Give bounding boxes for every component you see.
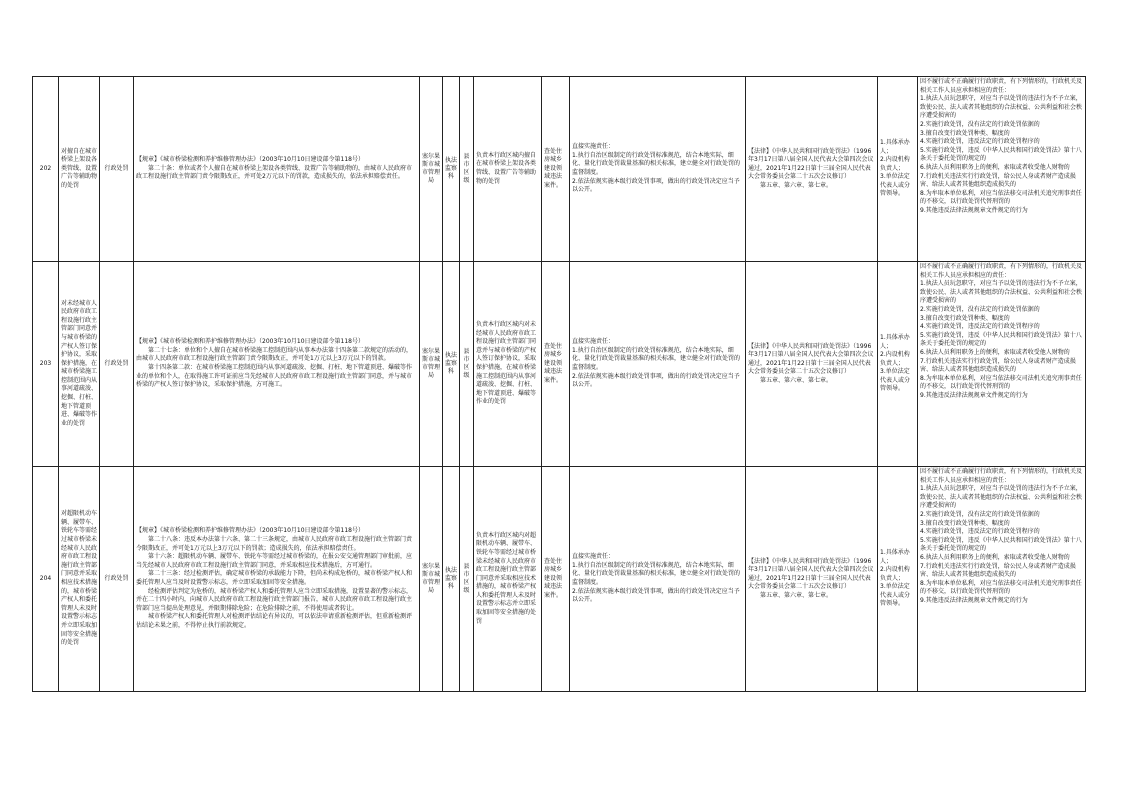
- liability-line: 3.擅自改变行政处罚种类、幅度的: [920, 129, 1010, 137]
- subject-line: 3.单位法定代表人或分管领导。: [880, 368, 911, 393]
- legal-basis: [134, 467, 420, 692]
- legal-basis-line: 【规章】《城市桥梁检测和养护维修管理办法》（2003年10月10日建设部令第118号）: [136, 156, 364, 164]
- item-name: 对超限机动车辆、履带车、铁轮车等需经过城市桥梁未经城市人民政府市政工程设施行政主管部门同意并采取相应技术措施的，城市桥梁产权人和委托管理人未及时设置警示标志并立即采取加固等安全措施的处罚: [59, 467, 100, 692]
- item-number: 204: [33, 467, 59, 692]
- legal-basis-line: 【规章】《城市桥梁检测和养护维修管理办法》（2003年10月10日建设部令第118号）: [136, 338, 364, 346]
- subject-line: 3.单位法定代表人或分管领导。: [880, 583, 911, 608]
- subject-line: 1.具体承办人；: [880, 548, 910, 565]
- admin-level: 县市区级: [460, 467, 474, 692]
- liability-line: 7.行政机关违法实行行政处罚，给公民人身或者财产造成损害、给法人或者其他组织造成损失的: [920, 172, 1076, 189]
- liability-conditions: [918, 77, 1086, 262]
- subject-line: 2.内设机构负责人；: [880, 156, 910, 172]
- item-number: 202: [33, 77, 59, 262]
- accountability-law: [746, 262, 878, 467]
- duty-description: 查处住房城乡建设领域违法案件。: [542, 262, 570, 467]
- liability-line: 3.擅自改变行政处罚种类、幅度的: [920, 314, 1010, 322]
- liability-line: 9.其他违反法律法规规章文件规定的行为: [920, 391, 1028, 399]
- liability-line: 因不履行或不正确履行行政职责，有下列情形的，行政机关及相关工作人员应承担相应的责任：: [920, 263, 1083, 279]
- law-line: 【法律】《中华人民共和国行政处罚法》（1996年3月17日第八届全国人民代表大会第四次会议通过，2021年1月22日第十三届全国人民代表大会常务委员会第二十五次会议修订）: [748, 147, 874, 181]
- liability-line: 5.实施行政处罚，违反《中华人民共和国行政处罚法》第十八条关于委托处罚的规定的: [920, 536, 1082, 553]
- table-row: [33, 262, 1086, 467]
- liability-line: 1.执法人员玩忽职守，对应当予以处罚的违法行为不予立案，致使公民、法人或者其他组织的合法权益、公共利益和社会秩序遭受损害的: [920, 95, 1083, 120]
- table-row: [33, 467, 1086, 692]
- liability-line: 6.执法人员利用职务上的便利，索取或者收受他人财物的: [920, 163, 1070, 171]
- subject-line: 3.单位法定代表人或分管领导。: [880, 173, 911, 198]
- admin-level: 县市区级: [460, 77, 474, 262]
- responsible-subject: [878, 467, 918, 692]
- item-type: 行政处罚: [100, 262, 134, 467]
- subject-line: 2.内设机构负责人；: [880, 351, 910, 367]
- accountability-law: [746, 467, 878, 692]
- liability-line: 1.执法人员玩忽职守，对应当予以处罚的违法行为不予立案，致使公民、法人或者其他组织的合法权益、公共利益和社会秩序遭受损害的: [920, 280, 1083, 305]
- implementation-responsibility: [570, 262, 746, 467]
- item-number: 203: [33, 262, 59, 467]
- responsible-dept: 执法监察科: [443, 467, 460, 692]
- law-line: 第五章、第六章、第七章。: [760, 591, 833, 599]
- impl-line: 2.依法依规实施本级行政处罚事项，做出的行政处罚决定应当予以公开。: [572, 587, 740, 604]
- liability-line: 因不履行或不正确履行行政职责，有下列情形的，行政机关及相关工作人员应承担相应的责任：: [920, 468, 1083, 484]
- impl-line: 直接实施责任：: [572, 553, 615, 561]
- liability-line: 4.实施行政处罚，违反法定的行政处罚程序的: [920, 138, 1040, 146]
- liability-line: 8.为牟取本单位私利，对应当依法移交司法机关追究刑事责任的不移交，以行政处罚代替刑罚的: [920, 579, 1082, 596]
- item-type: 行政处罚: [100, 467, 134, 692]
- legal-basis-line: 第二十七条：单位和个人擅自在城市桥梁施工控制范围内从事本办法第十四条第二款规定的活动的，由城市人民政府市政工程设施行政主管部门责令限期改正，并可处1万元以上3万元以下的罚款。: [136, 346, 413, 363]
- impl-line: 2.依法依规实施本级行政处罚事项，做出的行政处罚决定应当予以公开。: [572, 372, 740, 389]
- legal-basis: [134, 262, 420, 467]
- duty-description: 查处住房城乡建设领域违法案件。: [542, 467, 570, 692]
- implementation-responsibility: [570, 77, 746, 262]
- impl-line: 直接实施责任：: [572, 338, 615, 346]
- legal-basis-line: 第二十三条：经过检测评估，确定城市桥梁的承载能力下降，但尚未构成危桥的，城市桥梁产权人和委托管理人应当及时设置警示标志，并立即采取加固等安全措施。: [136, 570, 413, 586]
- liability-line: 4.实施行政处罚，违反法定的行政处罚程序的: [920, 323, 1040, 331]
- responsible-subject: [878, 77, 918, 262]
- responsible-dept: 执法监察科: [443, 77, 460, 262]
- legal-basis-line: 第十六条：超限机动车辆、履带车、铁轮车等需经过城市桥梁的，在报公安交通管理部门审批前，应当先经城市人民政府市政工程设施行政主管部门同意，并采取相应技术措施后，方可通行。: [136, 553, 413, 569]
- subject-line: 2.内设机构负责人；: [880, 566, 910, 582]
- liability-line: 8.为牟取本单位私利，对应当依法移交司法机关追究刑事责任的不移交，以行政处罚代替刑罚的: [920, 189, 1082, 206]
- law-line: 【法律】《中华人民共和国行政处罚法》（1996年3月17日第八届全国人民代表大会第四次会议通过，2021年1月22日第十三届全国人民代表大会常务委员会第二十五次会议修订）: [748, 342, 874, 376]
- liability-line: 3.擅自改变行政处罚种类、幅度的: [920, 519, 1010, 527]
- impl-line: 1.执行自治区级制定的行政处罚标准规范，结合本地实际，细化、量化行政处罚裁量基准的相关标准，建立健全对行政处罚的监督制度。: [572, 151, 741, 176]
- admin-level: 县市区级: [460, 262, 474, 467]
- liability-conditions: [918, 262, 1086, 467]
- impl-line: 1.执行自治区级制定的行政处罚标准规范，结合本地实际，细化、量化行政处罚裁量基准的相关标准，建立健全对行政处罚的监督制度。: [572, 346, 741, 371]
- implementing-org: 塞尔果斯市城市管理局: [420, 262, 443, 467]
- impl-line: 2.依法依规实施本级行政处罚事项，做出的行政处罚决定应当予以公开。: [572, 177, 740, 194]
- liability-line: 5.实施行政处罚，违反《中华人民共和国行政处罚法》第十八条关于委托处罚的规定的: [920, 331, 1082, 348]
- subject-line: 1.具体承办人；: [880, 138, 910, 155]
- subject-line: 1.具体承办人；: [880, 333, 910, 350]
- item-name: 对擅自在城市桥梁上架设各类管线、设置广告等辅助物的处罚: [59, 77, 100, 262]
- liability-line: 6.执法人员利用职务上的便利，索取或者收受他人财物的: [920, 553, 1070, 561]
- liability-line: 因不履行或不正确履行行政职责，有下列情形的，行政机关及相关工作人员应承担相应的责任：: [920, 78, 1083, 94]
- law-line: 第五章、第六章、第七章。: [760, 181, 833, 189]
- duty-scope: 负责本行政区城内对超限机动车辆、履带车、铁轮车等需经过城市桥梁未经城市人民政府市政工程设施行政主管部门同意并采取相应技术措施的，城市桥梁产权人和委托管理人未及时设置警示标志并立即采取加固等安全措施的处罚: [474, 467, 542, 692]
- implementing-org: 塞尔果斯市城市管理局: [420, 467, 443, 692]
- liability-line: 2.实施行政处罚，没有法定的行政处罚依据的: [920, 510, 1040, 518]
- legal-basis-line: 第二十条：单位或者个人擅自在城市桥梁上架设各类管线、设置广告等辅助物的，由城市人民政府市政工程设施行政主管部门责令限期改正，并可处2万元以下的罚款，造成损失的，依法承担赔偿责任。: [136, 164, 413, 181]
- impl-line: 1.执行自治区级制定的行政处罚标准规范，结合本地实际，细化、量化行政处罚裁量基准的相关标准，建立健全对行政处罚的监督制度。: [572, 561, 741, 586]
- liability-line: 5.实施行政处罚，违反《中华人民共和国行政处罚法》第十八条关于委托处罚的规定的: [920, 146, 1082, 163]
- responsible-dept: 执法监察科: [443, 262, 460, 467]
- liability-line: 7.行政机关违法实行行政处罚，给公民人身或者财产造成损害、给法人或者其他组织造成损失的: [920, 357, 1076, 374]
- liability-line: 6.执法人员利用职务上的便利，索取或者收受他人财物的: [920, 348, 1070, 356]
- law-line: 【法律】《中华人民共和国行政处罚法》（1996年3月17日第八届全国人民代表大会第四次会议通过，2021年1月22日第十三届全国人民代表大会常务委员会第二十五次会议修订）: [748, 557, 874, 591]
- accountability-law: [746, 77, 878, 262]
- implementing-org: 塞尔果斯市城市管理局: [420, 77, 443, 262]
- legal-basis-line: 城市桥梁产权人和委托管理人对检测评估结论有异议的，可以依法申请重新检测评估，但重新检测评估结论未果之前，不得停止执行前款规定。: [136, 613, 413, 629]
- duty-description: 查处住房城乡建设领域违法案件。: [542, 77, 570, 262]
- liability-line: 8.为牟取本单位私利，对应当依法移交司法机关追究刑事责任的不移交，以行政处罚代替刑罚的: [920, 374, 1082, 391]
- liability-line: 2.实施行政处罚，没有法定的行政处罚依据的: [920, 120, 1040, 128]
- table-row: [33, 77, 1086, 262]
- legal-basis-line: 第十四条第二款：在城市桥梁施工控制范围内从事河道疏浚、挖掘、打桩、地下管道顶进、爆破等作业的单位和个人，在取得施工许可证前应当先经城市人民政府市政工程设施行政主管部门同意，并与城市桥梁的产权人签订保护协议，采取保护措施，方可施工。: [136, 364, 413, 389]
- legal-basis-line: 第二十八条：违反本办法第十六条、第二十三条规定，由城市人民政府市政工程设施行政主管部门责令限期改正，并可处1万元以上3万元以下的罚款；造成损失的，依法承担赔偿责任。: [136, 536, 413, 552]
- legal-basis: [134, 77, 420, 262]
- liability-line: 7.行政机关违法实行行政处罚，给公民人身或者财产造成损害、给法人或者其他组织造成损失的: [920, 562, 1076, 579]
- liability-line: 2.实施行政处罚，没有法定的行政处罚依据的: [920, 305, 1040, 313]
- liability-line: 9.其他违反法律法规规章文件规定的行为: [920, 206, 1028, 214]
- duty-scope: 负责本行政区城内擅自在城市桥梁上架设各类管线、设置广告等辅助物的处罚: [474, 77, 542, 262]
- responsible-subject: [878, 262, 918, 467]
- impl-line: 直接实施责任：: [572, 143, 615, 151]
- liability-line: 9.其他违反法律法规规章文件规定的行为: [920, 596, 1028, 604]
- liability-line: 1.执法人员玩忽职守，对应当予以处罚的违法行为不予立案，致使公民、法人或者其他组织的合法权益、公共利益和社会秩序遭受损害的: [920, 485, 1083, 510]
- responsibility-table: [32, 76, 1086, 692]
- legal-basis-line: 经检测评估判定为危桥的，城市桥梁产权人和委托管理人应当立即采取措施，设置显著的警示标志，并在二十四小时内，向城市人民政府市政工程设施行政主管部门报告，城市人民政府市政工程设施行政主管部门应当提出处理意见，并限期排除危险；在危险排除之前，不得使用或者转让。: [136, 587, 413, 612]
- implementation-responsibility: [570, 467, 746, 692]
- liability-line: 4.实施行政处罚，违反法定的行政处罚程序的: [920, 528, 1040, 536]
- liability-conditions: [918, 467, 1086, 692]
- item-type: 行政处罚: [100, 77, 134, 262]
- law-line: 第五章、第六章、第七章。: [760, 376, 833, 384]
- duty-scope: 负责本行政区城内对未经城市人民政府市政工程设施行政主管部门同意并与城市桥梁的产权人签订保护协议，采取保护措施，在城市桥梁施工控制范围内从事河道疏浚、挖掘、打桩、地下管道顶进、爆破等作业的处罚: [474, 262, 542, 467]
- legal-basis-line: 【规章】《城市桥梁检测和养护维修管理办法》（2003年10月10日建设部令第118号）: [136, 527, 364, 535]
- item-name: 对未经城市人民政府市政工程设施行政主管部门同意并与城市桥梁的产权人签订保护协议，采取保护措施，在城市桥梁施工控制范围内从事河道疏浚、挖掘、打桩、地下管道顶进、爆破等作业的处罚: [59, 262, 100, 467]
